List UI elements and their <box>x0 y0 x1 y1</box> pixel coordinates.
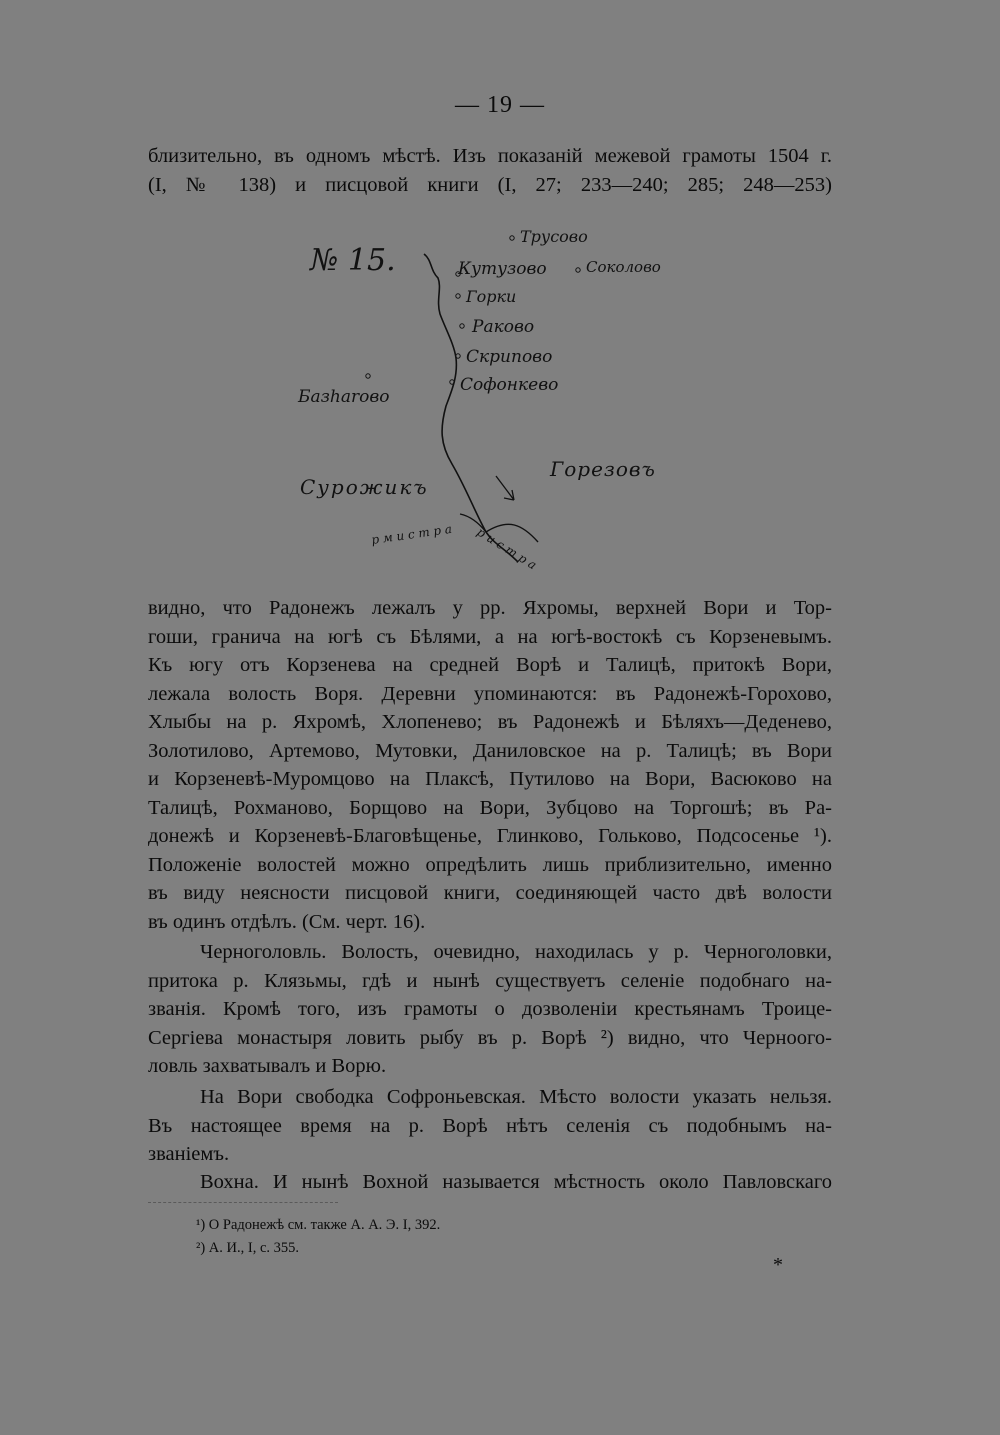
paragraph-3 <box>148 938 832 1081</box>
place-kutuzovo: Кутузово <box>458 259 547 279</box>
footnotes <box>196 1214 440 1260</box>
text-line: (I, № 138) и писцовой книги (I, 27; 233—240; 285; 248—253) <box>148 173 832 196</box>
footnote-1: ¹) О Радонежѣ см. также А. А. Э. I, 392. <box>196 1217 441 1233</box>
paragraph-5 <box>148 1168 832 1197</box>
text-line: Въ настоящее время на р. Ворѣ нѣтъ селенія съ подобнымъ на- <box>148 1114 832 1137</box>
text-line: Положеніе волостей можно опредѣлить лишь приблизительно, именно <box>148 853 832 876</box>
map-number: № 15. <box>310 243 396 278</box>
paragraph-4 <box>148 1083 832 1169</box>
text-line: притока р. Клязьмы, гдѣ и нынѣ существуетъ селеніе подобнаго на- <box>148 969 832 992</box>
paragraph-1 <box>148 142 832 199</box>
text-line: гоши, гранича на югѣ съ Бѣлями, а на югѣ-востокѣ съ Корзеневымъ. <box>148 625 832 648</box>
text-line: Къ югу отъ Корзенева на средней Ворѣ и Талицѣ, притокѣ Вори, <box>148 654 832 676</box>
place-sokolovo: Соколово <box>586 258 661 276</box>
place-bazharovo: Базharово <box>298 387 390 407</box>
text-line: Сергіева монастыря ловить рыбу въ р. Ворѣ ²) видно, что Черноого- <box>148 1026 832 1049</box>
footnote-divider <box>148 1202 338 1203</box>
text-line: въ виду неясности писцовой книги, соединяющей часто двѣ волости <box>148 882 832 904</box>
text-line: На Вори свободка Софроньевская. Мѣсто волости указать нельзя. <box>200 1086 832 1108</box>
text-line: ловль захватывалъ и Ворю. <box>148 1055 387 1077</box>
place-gorki: Горки <box>466 287 517 306</box>
text-line: близительно, въ одномъ мѣстѣ. Изъ показаній межевой грамоты 1504 г. <box>148 145 832 167</box>
place-gorezhov: Горезовъ <box>550 457 656 481</box>
text-line: и Корзеневѣ-Муромцово на Плаксѣ, Путилово на Вори, Васюково на <box>148 768 832 790</box>
place-rakovo: Раково <box>472 317 535 337</box>
place-skripovo: Скрипово <box>466 347 553 367</box>
text-line: Черноголовль. Волость, очевидно, находилась у р. Черноголовки, <box>200 941 832 963</box>
river-label-1: р м и с т р а <box>370 521 453 547</box>
hand-drawn-map <box>290 218 690 578</box>
text-line: лежала волость Воря. Деревни упоминаются: въ Радонежѣ-Горохово, <box>148 682 832 705</box>
page-number: — 19 — <box>455 92 545 118</box>
text-line: Талицѣ, Рохманово, Борщово на Вори, Зубцово на Торгошѣ; въ Ра- <box>148 796 832 819</box>
text-line: донежѣ и Корзеневѣ-Благовѣщенье, Глинково, Гольково, Подсосенье ¹). <box>148 825 832 847</box>
paragraph-2 <box>148 594 832 936</box>
place-surozhik: Сурожикъ <box>300 475 429 499</box>
text-line: въ одинъ отдѣлъ. (См. черт. 16). <box>148 910 426 933</box>
printer-mark: * <box>773 1254 783 1276</box>
footnote-2: ²) А. И., I, с. 355. <box>196 1240 300 1256</box>
text-line: видно, что Радонежъ лежалъ у рр. Яхромы, верхней Вори и Тор- <box>148 597 832 619</box>
text-line: званіемъ. <box>148 1143 230 1165</box>
place-sofonkevo: Софонкево <box>460 375 559 395</box>
text-line: званія. Кромѣ того, изъ грамоты о дозволеніи крестьянамъ Троице- <box>148 998 832 1020</box>
text-line: Вохна. И нынѣ Вохной называется мѣстность около Павловскаго <box>200 1171 832 1193</box>
text-line: Золотилово, Артемово, Мутовки, Даниловское на р. Талицѣ; въ Вори <box>148 739 832 762</box>
river-label-2: р и с т р а <box>474 524 540 573</box>
text-line: Хлыбы на р. Яхромѣ, Хлопенево; въ Радонежѣ и Бѣляхъ—Деденево, <box>148 711 832 733</box>
place-trusovo: Трусово <box>520 227 588 246</box>
